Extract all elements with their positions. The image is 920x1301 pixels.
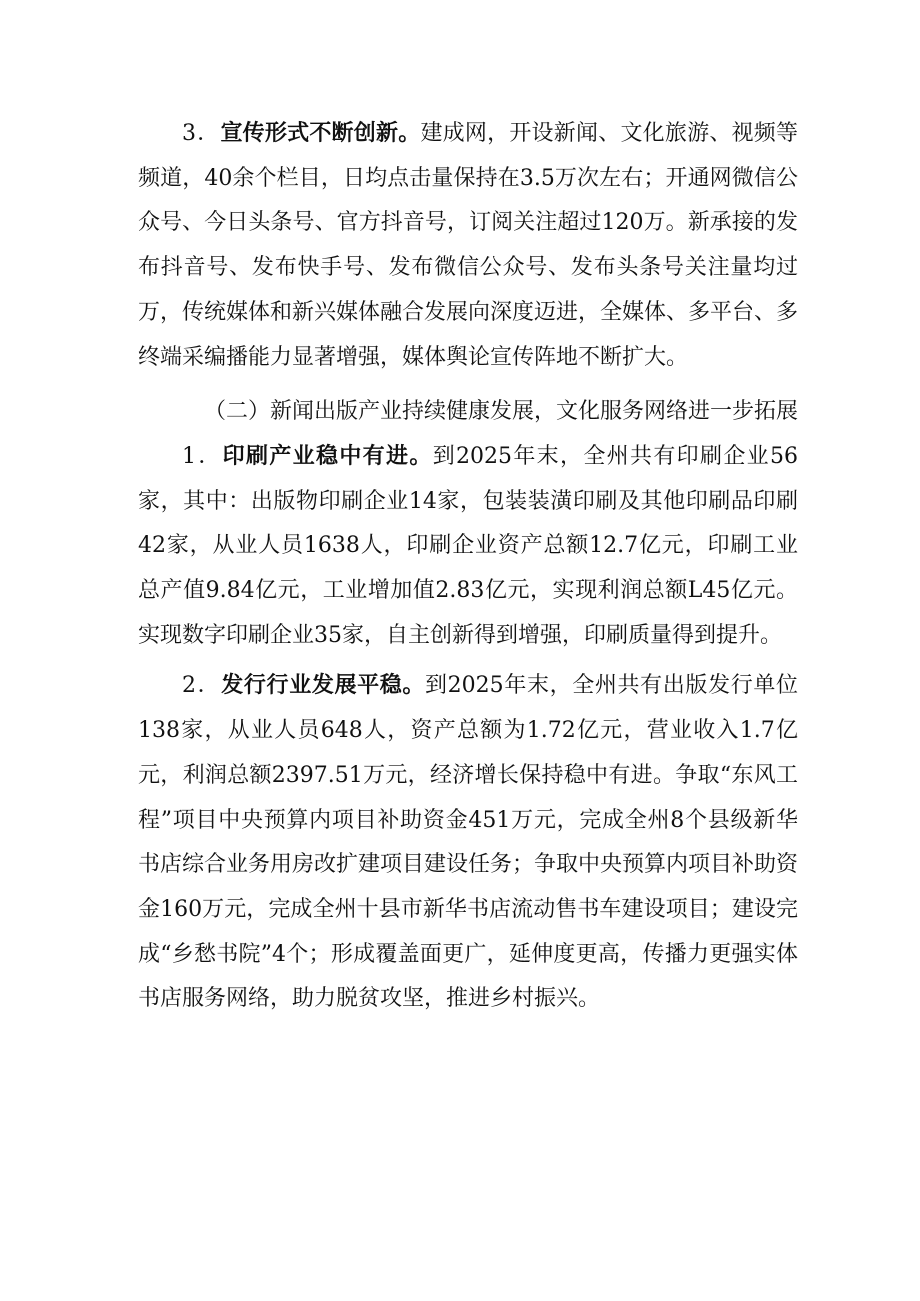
paragraph-body: 到2025年末，全州共有出版发行单位138家，从业人员648人，资产总额为1.72亿元，营业收入1.7亿元，利润总额2397.51万元，经济增长保持稳中有进。争取“东风工程”项目中央预算内项目补助资金451万元，完成全州8个县级新华书店综合业务用房改扩建项目建设任务；争取中央预算内项目补助资金160万元，完成全州十县市新华书店流动售书车建设项目；建设完成“乡愁书院”4个；形成覆盖面更广，延伸度更高，传播力更强实体书店服务网络，助力脱贫攻坚，推进乡村振兴。: [138, 673, 799, 1012]
paragraph-lead: 印刷产业稳中有进。: [222, 443, 433, 469]
item-number: 1．: [182, 443, 223, 469]
subheading-text: （二）新闻出版产业持续健康发展，文化服务网络进一步拓展: [204, 399, 799, 425]
paragraph-printing-industry: [138, 435, 798, 659]
paragraph-body: 到2025年末，全州共有印刷企业56家，其中：出版物印刷企业14家，包装装潢印刷及其他印刷品印刷42家，从业人员1638人，印刷企业资产总额12.7亿元，印刷工业总产值9.84亿元，工业增加值2.83亿元，实现利润总额L45亿元。实现数字印刷企业35家，自主创新得到增强，印刷质量得到提升。: [138, 443, 799, 648]
paragraph-lead: 发行行业发展平稳。: [221, 673, 426, 699]
paragraph-distribution-industry: [138, 664, 798, 1022]
item-number: 3．: [182, 121, 221, 146]
section-subheading: [138, 390, 798, 435]
paragraph-body: 建成网，开设新闻、文化旅游、视频等频道，40余个栏目，日均点击量保持在3.5万次左右；开通网微信公众号、今日头条号、官方抖音号，订阅关注超过120万。新承接的发布抖音号、发布快手号、发布微信公众号、发布头条号关注量均过万，传统媒体和新兴媒体融合发展向深度迈进，全媒体、多平台、多终端采编播能力显著增强，媒体舆论宣传阵地不断扩大。: [138, 121, 799, 370]
document-page: [138, 112, 798, 1022]
paragraph-lead: 宣传形式不断创新。: [220, 121, 421, 146]
paragraph-publicity-innovation: [138, 112, 798, 380]
item-number: 2．: [182, 673, 222, 699]
